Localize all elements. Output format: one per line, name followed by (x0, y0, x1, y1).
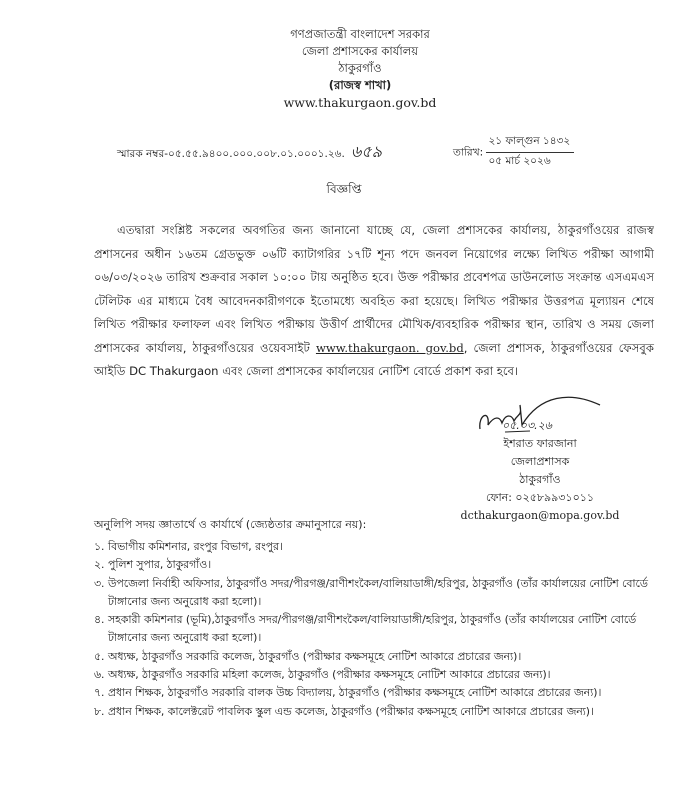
item-text: প্রধান শিক্ষক, কালেক্টরেট পাবলিক স্কুল এন্ড কলেজ, ঠাকুরগাঁও (পরীক্ষার কক্ষসমূহে নোটিশ আকারে প্রচারের জন্য)। (108, 704, 594, 718)
list-item (94, 538, 664, 556)
item-number: ৩. (94, 576, 105, 590)
item-number: ২. (94, 558, 105, 572)
list-item (94, 575, 664, 612)
date-label: তারিখ: (453, 146, 484, 159)
memo-number-text: স্মারক নম্বর-০৫.৫৫.৯৪০০.০০০.০০৮.০১.০০০১.২৬. (117, 148, 345, 160)
item-text: অধ্যক্ষ, ঠাকুরগাঁও সরকারি মহিলা কলেজ, ঠাকুরগাঁও (পরীক্ষার কক্ষসমূহে নোটিশ আকারে প্রচারের জন্য)। (108, 668, 551, 682)
list-item (94, 648, 664, 666)
handwritten-memo-number: ৬৫৯ (350, 142, 382, 161)
item-text: অধ্যক্ষ, ঠাকুরগাঁও সরকারি কলেজ, ঠাকুরগাঁও (পরীক্ষার কক্ষসমূহে নোটিশ আকারে প্রচারের জন্য)। (108, 649, 522, 663)
bengali-date: ২১ ফাল্গুন ১৪৩২ (486, 134, 574, 153)
list-item (94, 703, 664, 721)
signature-block (440, 395, 640, 525)
item-number: ৭. (94, 686, 105, 700)
government-name: গণপ্রজাতন্ত্রী বাংলাদেশ সরকার (290, 27, 430, 41)
signer-designation: জেলাপ্রশাসক (510, 455, 570, 468)
cc-list (94, 538, 664, 721)
signer-phone: ফোন: ০২৫৮৯৯৩১০১১ (485, 491, 595, 504)
gregorian-date: ০৫ মার্চ ২০২৬ (488, 155, 551, 167)
item-text: সহকারী কমিশনার (ভূমি),ঠাকুরগাঁও সদর/পীরগঞ্জ/রাণীশংকৈল/বালিয়াডাঙ্গী/হরিপুর, ঠাকুরগাঁও (তাঁর কার্যালয়ের নোটিশ বোর্ডে টাঙ্গানোর জন্য অনুরোধ করা হলো)। (108, 613, 637, 645)
list-item (94, 684, 664, 702)
signer-name: ইশরাত ফারজানা (503, 437, 577, 450)
memo-number (117, 139, 382, 166)
signer-email[interactable]: dcthakurgaon@mopa.gov.bd (460, 509, 620, 522)
list-item (94, 556, 664, 574)
item-number: ৬. (94, 668, 105, 682)
district-name: ঠাকুরগাঁও (338, 61, 382, 75)
item-text: পুলিশ সুপার, ঠাকুরগাঁও। (108, 558, 212, 572)
item-number: ৪. (94, 613, 105, 627)
item-text: প্রধান শিক্ষক, ঠাকুরগাঁও সরকারি বালক উচ্চ বিদ্যালয়, ঠাকুরগাঁও (পরীক্ষার কক্ষসমূহে নোটিশ আকারে প্রচারের জন্য)। (108, 686, 602, 700)
item-number: ৫. (94, 649, 105, 663)
item-number: ৮. (94, 704, 105, 718)
item-number: ১. (94, 540, 105, 553)
body-text-2: , জেলা প্রশাসক, ঠাকুরগাঁওয়ের ফেসবুক আইডি DC Thakurgaon এবং জেলা প্রশাসকের কার্যালয়ের নোটিশ বোর্ডে প্রকাশ করা হবে। (94, 340, 654, 378)
letterhead (0, 26, 688, 111)
item-text: উপজেলা নির্বাহী অফিসার, ঠাকুরগাঁও সদর/পীরগঞ্জ/রাণীশংকৈল/বালিয়াডাঙ্গী/হরিপুর, ঠাকুরগাঁও (তাঁর কার্যালয়ের নোটিশ বোর্ডে টাঙ্গানোর জন্য অনুরোধ করা হলো)। (108, 576, 648, 608)
signer-district: ঠাকুরগাঁও (519, 473, 561, 486)
notice-title: বিজ্ঞপ্তি (326, 182, 362, 196)
office-name: জেলা প্রশাসকের কার্যালয় (301, 44, 419, 58)
date-block (453, 134, 574, 171)
header-website: www.thakurgaon.gov.bd (283, 95, 437, 110)
item-text: বিভাগীয় কমিশনার, রংপুর বিভাগ, রংপুর। (108, 540, 283, 553)
branch-name: (রাজস্ব শাখা) (328, 78, 392, 92)
body-text-1: এতদ্বারা সংশ্লিষ্ট সকলের অবগতির জন্য জানানো যাচ্ছে যে, জেলা প্রশাসকের কার্যালয়, ঠাকুরগাঁওয়ের রাজস্ব প্রশাসনের অধীন ১৬তম গ্রেডভুক্ত ০৬টি ক্যাটাগরির ১৭টি শূন্য পদে জনবল নিয়োগের লক্ষ্যে লিখিত পরীক্ষা আগামী ০৬/০৩/২০২৬ তারিখ শুক্রবার সকাল ১০:০০ টায় অনুষ্ঠিত হবে। উক্ত পরীক্ষার প্রবেশপত্র ডাউনলোড সংক্রান্ত এসএমএস টেলিটক এর মাধ্যমে বৈধ আবেদনকারীগণকে ইতোমধ্যে অবহিত করা হয়েছে। লিখিত পরীক্ষার উত্তরপত্র মূল্যায়ন শেষে লিখিত পরীক্ষার ফলাফল এবং লিখিত পরীক্ষায় উত্তীর্ণ প্রার্থীদের মৌখিক/ব্যবহারিক পরীক্ষার স্থান, তারিখ ও সময় জেলা প্রশাসকের কার্যালয়, ঠাকুরগাঁওয়ের ওয়েবসাইট (94, 223, 654, 355)
website-link[interactable]: www.thakurgaon. gov.bd (315, 340, 464, 355)
signature-date: ০৫.০৩.২৬ (502, 419, 552, 432)
list-item (94, 611, 664, 648)
cc-heading: অনুলিপি সদয় জ্ঞাতার্থে ও কার্যার্থে (জ্যেষ্ঠতার ক্রমানুসারে নয়): (94, 518, 367, 531)
notice-body (94, 219, 654, 384)
list-item (94, 666, 664, 684)
